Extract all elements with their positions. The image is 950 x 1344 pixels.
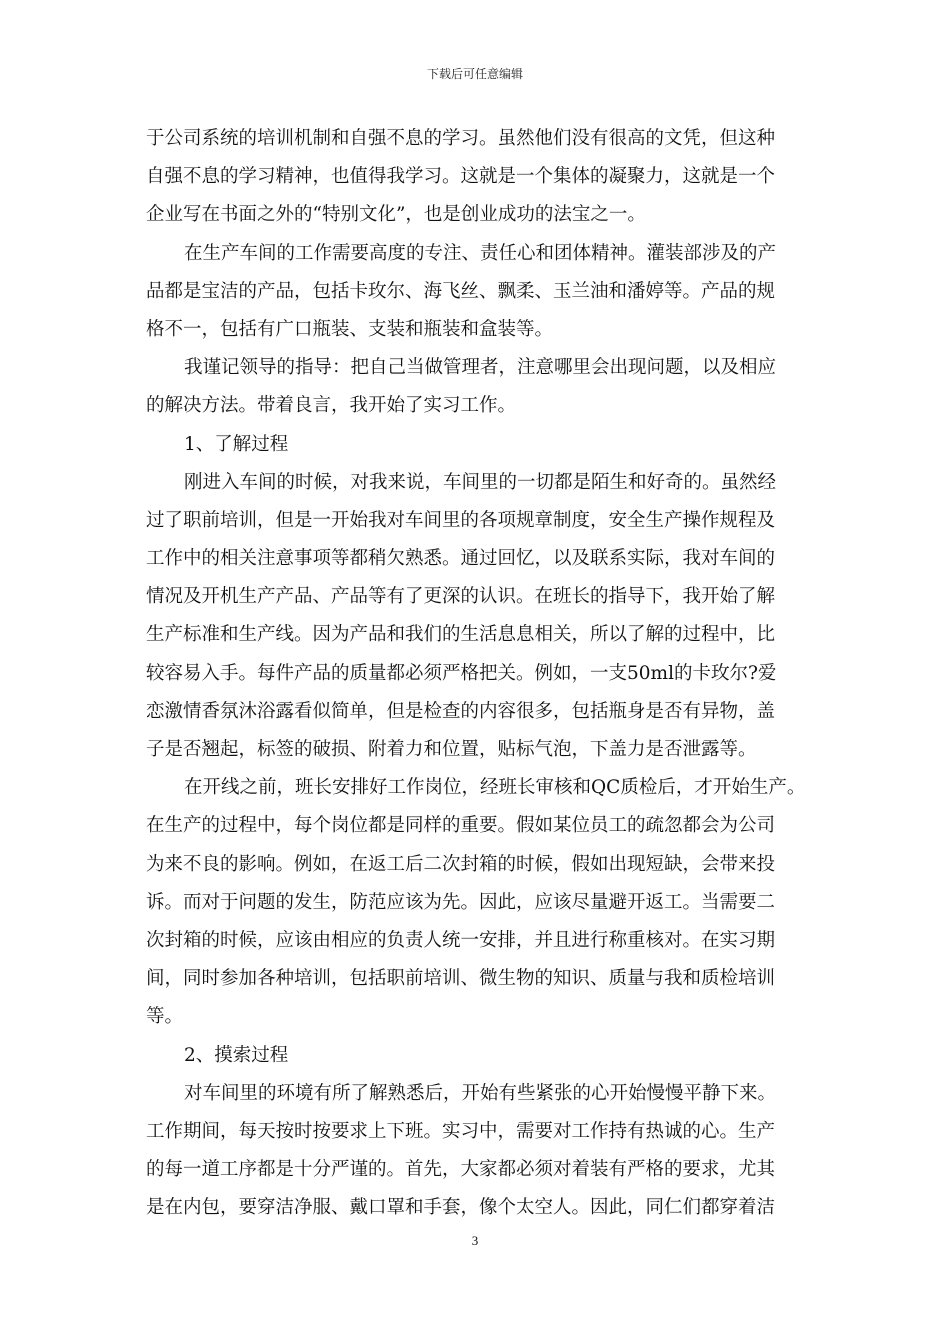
paragraph-start: 在开线之前，班长安排好工作岗位，经班长审核和QC质检后，才开始生产。 [184,777,806,799]
paragraph-start: 刚进入车间的时候，对我来说，车间里的一切都是陌生和好奇的。虽然经 [184,471,777,493]
text-line: 在生产的过程中，每个岗位都是同样的重要。假如某位员工的疏忽都会为公司 [146,815,776,837]
text-line: 为来不良的影响。例如，在返工后二次封箱的时候，假如出现短缺，会带来投 [146,853,776,875]
paragraph-start: 在生产车间的工作需要高度的专注、责任心和团体精神。灌装部涉及的产 [184,242,777,264]
text-line: 是在内包，要穿洁净服、戴口罩和手套，像个太空人。因此，同仁们都穿着洁 [146,1197,776,1219]
text-line: 生产标准和生产线。因为产品和我们的生活息息相关，所以了解的过程中，比 [146,624,776,646]
text-line: 子是否翘起，标签的破损、附着力和位置，贴标气泡，下盖力是否泄露等。 [146,739,757,760]
text-line: 的每一道工序都是十分严谨的。首先，大家都必须对着装有严格的要求，尤其 [146,1159,776,1181]
text-line: 工作期间，每天按时按要求上下班。实习中，需要对工作持有热诚的心。生产 [146,1120,776,1142]
text-line: 的解决方法。带着良言，我开始了实习工作。 [146,395,517,417]
text-line: 次封箱的时候，应该由相应的负责人统一安排，并且进行称重核对。在实习期 [146,929,776,951]
text-line: 于公司系统的培训机制和自强不息的学习。虽然他们没有很高的文凭，但这种 [146,128,776,149]
page-number: 3 [471,1233,479,1248]
text-line: 自强不息的学习精神，也值得我学习。这就是一个集体的凝聚力，这就是一个 [146,166,776,188]
paragraph-start: 我谨记领导的指导：把自己当做管理者，注意哪里会出现问题，以及相应 [184,357,777,379]
text-line: 过了职前培训，但是一开始我对车间里的各项规章制度，安全生产操作规程及 [146,509,776,531]
text-line: 格不一，包括有广口瓶装、支装和瓶装和盒装等。 [146,318,554,340]
text-line: 恋激情香氛沐浴露看似简单，但是检查的内容很多，包括瓶身是否有异物，盖 [146,700,776,722]
text-line: 间，同时参加各种培训，包括职前培训、微生物的知识、质量与我和质检培训 [146,968,776,990]
document-body [146,120,808,1227]
paragraph-start: 对车间里的环境有所了解熟悉后，开始有些紧张的心开始慢慢平静下来。 [184,1082,777,1104]
text-line: 等。 [146,1006,184,1028]
text-line: 诉。而对于问题的发生，防范应该为先。因此，应该尽量避开返工。当需要二 [146,891,776,913]
text-line: 品都是宝洁的产品，包括卡玫尔、海飞丝、飘柔、玉兰油和潘婷等。产品的规 [146,280,776,302]
text-line: 情况及开机生产产品、产品等有了更深的认识。在班长的指导下，我开始了解 [146,586,776,608]
page-header: 下载后可任意编辑 [426,67,523,81]
text-line: 企业写在书面之外的“特别文化”，也是创业成功的法宝之一。 [146,204,646,226]
section-heading: 1、了解过程 [184,433,289,455]
section-heading: 2、摸索过程 [184,1044,289,1066]
text-line: 较容易入手。每件产品的质量都必须严格把关。例如，一支50ml的卡玫尔?爱 [146,662,777,684]
text-line: 工作中的相关注意事项等都稍欠熟悉。通过回忆，以及联系实际，我对车间的 [146,548,776,570]
